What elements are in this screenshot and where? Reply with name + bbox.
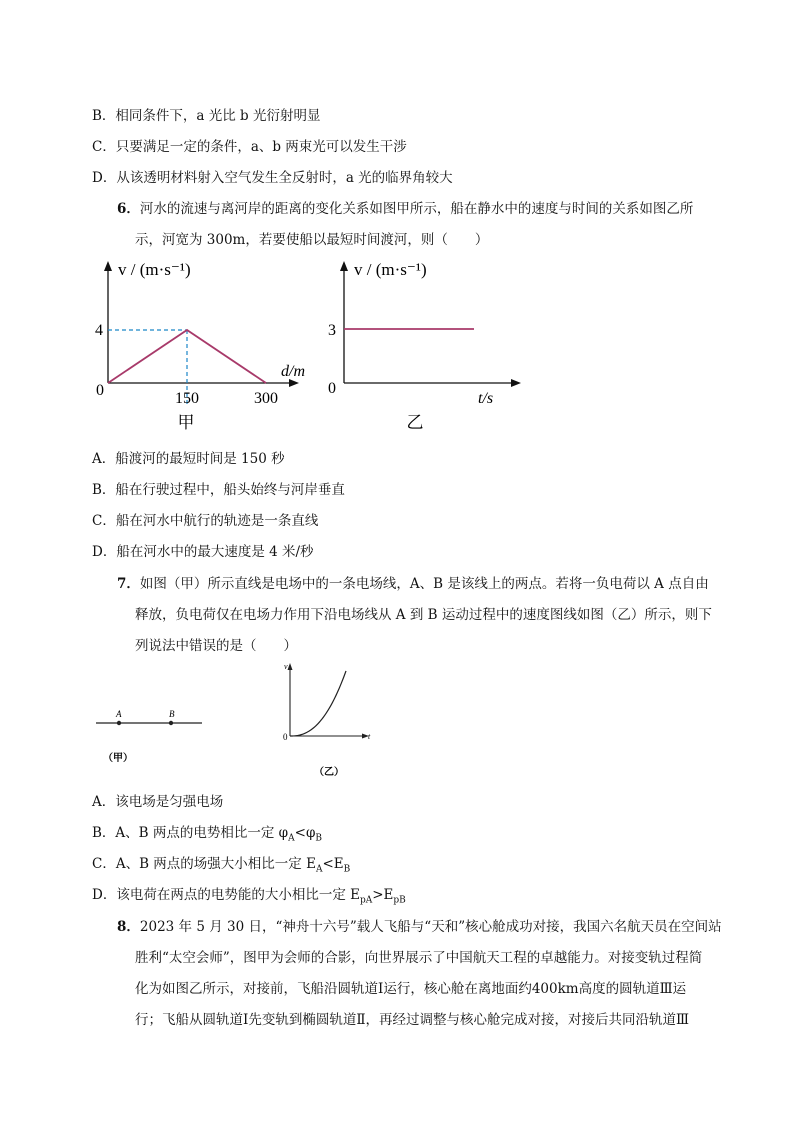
q6-option-b: B．船在行驶过程中，船头始终与河岸垂直 bbox=[92, 482, 345, 498]
q7-option-c-sub1: A bbox=[315, 864, 323, 875]
q7-option-c-mid: <E bbox=[322, 856, 344, 872]
point-b-label: B bbox=[169, 709, 175, 719]
q7-line1 bbox=[117, 572, 709, 592]
vt-y-label: v bbox=[284, 662, 288, 671]
jia-y-arrow bbox=[104, 261, 112, 271]
jia-x-tick-150: 150 bbox=[175, 390, 199, 407]
q7-line2: 释放，负电荷仅在电场力作用下沿电场线从 A 到 B 运动过程中的速度图线如图（乙）所示，则下 bbox=[135, 607, 712, 623]
vt-y-arrow bbox=[288, 663, 293, 670]
q6-text1: 河水的流速与离河岸的距离的变化关系如图甲所示，船在静水中的速度与时间的关系如图乙所 bbox=[139, 201, 694, 217]
point-a-dot bbox=[117, 721, 121, 725]
q8-line1 bbox=[117, 915, 722, 935]
q6-option-a: A．船渡河的最短时间是 150 秒 bbox=[92, 451, 285, 467]
jia-y-label: v / (m·s⁻¹) bbox=[118, 260, 191, 279]
q7-option-b bbox=[92, 821, 322, 844]
q7-text1: 如图（甲）所示直线是电场中的一条电场线，A、B 是该线上的两点。若将一负电荷以 A 点自由 bbox=[139, 576, 709, 592]
q8-line3: 化为如图乙所示，对接前，飞船沿圆轨道Ⅰ运行，核心舱在离地面约400km高度的圆轨道Ⅲ运 bbox=[135, 981, 687, 997]
point-b-dot bbox=[169, 721, 173, 725]
q6-chart-jia bbox=[90, 255, 320, 437]
q7-option-d-sub2: pB bbox=[393, 895, 406, 906]
point-a-label: A bbox=[116, 709, 122, 719]
prev-option-d: D．从该透明材料射入空气发生全反射时，a 光的临界角较大 bbox=[92, 170, 453, 186]
yi-x-arrow bbox=[511, 379, 521, 387]
jia-x-label: d/m bbox=[281, 363, 305, 380]
vt-x-label: t bbox=[368, 732, 371, 741]
q7-option-c-text: C．A、B 两点的场强大小相比一定 E bbox=[92, 856, 316, 872]
q7-option-a: A．该电场是匀强电场 bbox=[92, 794, 224, 810]
jia-x-arrow bbox=[289, 379, 299, 387]
yi-y-label: v / (m·s⁻¹) bbox=[354, 260, 427, 279]
q8-line2: 胜利“太空会师”，图甲为会师的合影，向世界展示了中国航天工程的卓越能力。对接变轨过程简 bbox=[135, 950, 703, 966]
q7-option-d-sub1: pA bbox=[359, 895, 373, 906]
vt-caption: （乙） bbox=[314, 767, 344, 778]
q7-option-b-sub2: B bbox=[315, 833, 323, 844]
yi-y-tick-3: 3 bbox=[328, 322, 336, 339]
q6-option-d: D．船在河水中的最大速度是 4 米/秒 bbox=[92, 544, 314, 560]
q7-option-d bbox=[92, 883, 406, 906]
q7-fig-jia-caption: （甲） bbox=[103, 753, 133, 764]
q8-line4: 行；飞船从圆轨道Ⅰ先变轨到椭圆轨道Ⅱ，再经过调整与核心舱完成对接，对接后共同沿轨道Ⅲ bbox=[135, 1012, 690, 1028]
q7-option-b-text: B．A、B 两点的电势相比一定 φ bbox=[92, 825, 289, 841]
q7-number: 7． bbox=[117, 576, 140, 592]
vt-series-curve bbox=[290, 671, 346, 736]
q7-field-line-figure bbox=[92, 700, 207, 770]
q6-line1 bbox=[117, 197, 693, 217]
vt-origin-label: 0 bbox=[283, 732, 288, 742]
jia-x-tick-0: 0 bbox=[96, 382, 104, 399]
yi-x-label: t/s bbox=[478, 390, 494, 407]
yi-caption: 乙 bbox=[406, 413, 424, 432]
prev-option-c: C．只要满足一定的条件，a、b 两束光可以发生干涉 bbox=[92, 139, 407, 155]
q7-option-b-sub1: A bbox=[288, 833, 295, 844]
jia-y-tick-4: 4 bbox=[95, 322, 103, 339]
q6-chart-yi bbox=[320, 255, 530, 437]
jia-x-tick-300: 300 bbox=[254, 390, 278, 407]
q6-number: 6． bbox=[117, 201, 140, 217]
q7-option-b-mid: <φ bbox=[294, 825, 316, 841]
q8-number: 8． bbox=[117, 919, 140, 935]
yi-y-tick-0: 0 bbox=[328, 380, 336, 397]
prev-option-b: B．相同条件下，a 光比 b 光衍射明显 bbox=[92, 108, 321, 124]
q7-option-c-sub2: B bbox=[343, 864, 351, 875]
q7-option-d-mid: >E bbox=[372, 887, 394, 903]
q7-option-c bbox=[92, 852, 350, 875]
q6-line2: 示，河宽为 300m，若要使船以最短时间渡河，则（ ） bbox=[135, 232, 489, 248]
q7-vt-chart bbox=[278, 660, 388, 785]
jia-caption: 甲 bbox=[177, 413, 195, 432]
q7-line3: 列说法中错误的是（ ） bbox=[135, 638, 297, 654]
q7-option-d-text: D．该电荷在两点的电势能的大小相比一定 E bbox=[92, 887, 360, 903]
q6-option-c: C．船在河水中航行的轨迹是一条直线 bbox=[92, 513, 319, 529]
q8-text1: 2023 年 5 月 30 日，“神舟十六号”载人飞船与“天和”核心舱成功对接，我国六名航天员在空间站 bbox=[139, 919, 722, 935]
yi-y-arrow bbox=[340, 261, 348, 271]
